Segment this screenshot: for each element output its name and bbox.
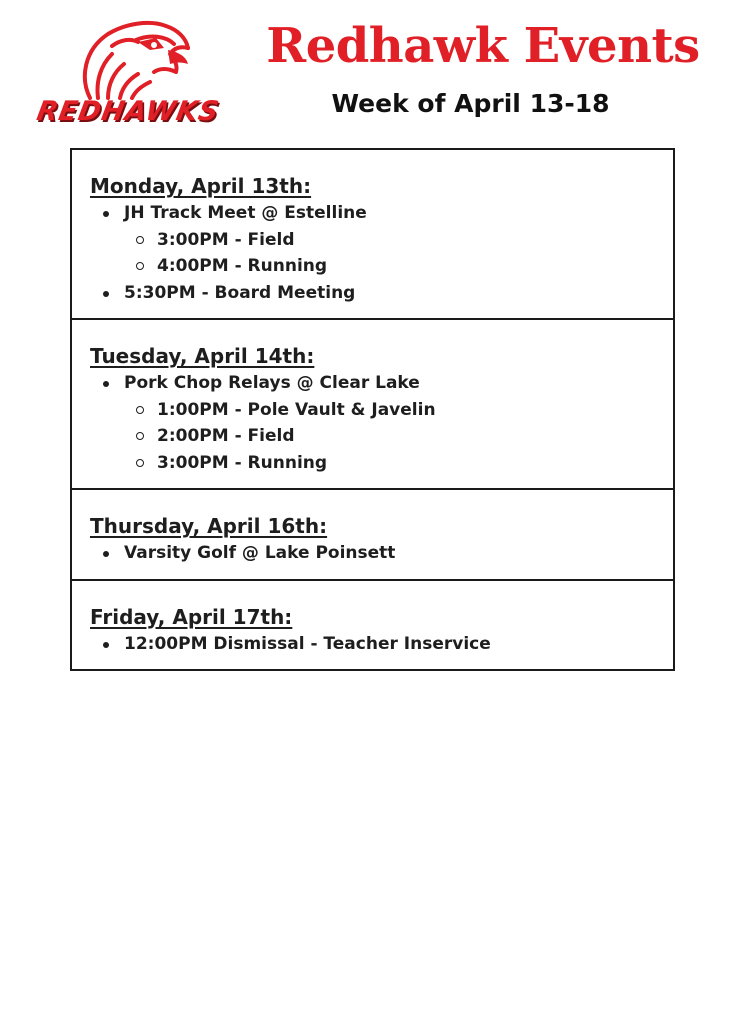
event-subitem: 4:00PM - Running xyxy=(124,253,655,280)
day-heading: Tuesday, April 14th: xyxy=(90,344,315,368)
event-item xyxy=(90,370,655,476)
event-subitem: 3:00PM - Field xyxy=(124,227,655,254)
event-subitem: 2:00PM - Field xyxy=(124,423,655,450)
event-text: 5:30PM - Board Meeting xyxy=(124,282,356,303)
event-subitem: 1:00PM - Pole Vault & Javelin xyxy=(124,397,655,424)
event-list xyxy=(90,370,655,476)
event-sublist xyxy=(124,227,655,280)
day-monday xyxy=(72,150,673,318)
event-list xyxy=(90,540,655,567)
redhawk-head-icon xyxy=(28,20,228,100)
event-sublist xyxy=(124,397,655,477)
redhawks-logo xyxy=(28,20,228,126)
day-heading: Friday, April 17th: xyxy=(90,604,293,629)
event-item xyxy=(90,540,655,567)
event-text: Pork Chop Relays @ Clear Lake xyxy=(124,373,420,393)
logo-wordmark: REDHAWKS xyxy=(34,96,222,127)
event-list xyxy=(90,631,655,658)
event-item xyxy=(90,280,655,307)
day-heading: Monday, April 13th: xyxy=(90,174,312,198)
page-title: Redhawk Events xyxy=(266,18,700,74)
event-subitem: 3:00PM - Running xyxy=(124,450,655,477)
event-text: Varsity Golf @ Lake Poinsett xyxy=(124,543,396,563)
day-heading: Thursday, April 16th: xyxy=(90,514,328,538)
day-thursday xyxy=(72,488,673,579)
events-table xyxy=(70,148,675,671)
event-list xyxy=(90,200,655,306)
page-subtitle: Week of April 13-18 xyxy=(331,89,610,118)
day-tuesday xyxy=(72,318,673,488)
event-text: 12:00PM Dismissal - Teacher Inservice xyxy=(124,633,491,654)
day-friday xyxy=(72,579,673,670)
event-text: JH Track Meet @ Estelline xyxy=(124,203,367,223)
event-item xyxy=(90,200,655,280)
event-item xyxy=(90,631,655,658)
